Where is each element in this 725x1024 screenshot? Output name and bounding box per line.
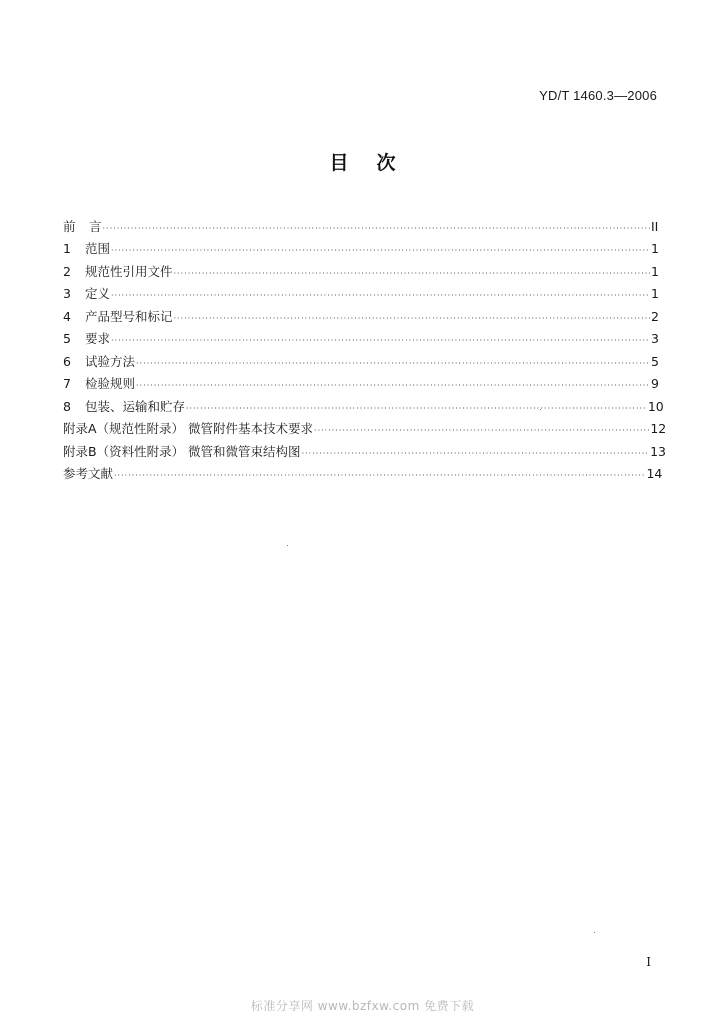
toc-entry-number: 前 (63, 218, 76, 234)
toc-dot-leader (111, 290, 650, 302)
toc-entry-title: 附录A（规范性附录） 微管附件基本技术要求 (63, 421, 314, 436)
table-of-contents (63, 212, 667, 482)
toc-entry-number: 4 (63, 308, 71, 324)
toc-entry-title: 附录B（资料性附录） 微管和微管束结构图 (63, 443, 301, 459)
toc-entry-normative-references[interactable] (63, 257, 657, 280)
toc-entry-title: 包装、运输和贮存 (85, 398, 186, 414)
toc-entry-page: 3 (651, 331, 659, 346)
scan-speck (540, 409, 541, 410)
toc-entry-title: 产品型号和标记 (85, 308, 173, 324)
toc-entry-page: 10 (647, 398, 664, 414)
toc-entry-number: 6 (63, 353, 71, 369)
toc-entry-title: 要求 (85, 331, 111, 346)
toc-entry-model-and-marking[interactable] (63, 302, 657, 325)
toc-entry-title: 规范性引用文件 (85, 263, 173, 279)
toc-entry-inspection-rules[interactable] (63, 370, 657, 393)
toc-entry-page: 1 (651, 286, 659, 301)
toc-dot-leader (103, 223, 650, 235)
toc-entry-page: 13 (650, 443, 666, 459)
toc-entry-number: 8 (63, 398, 71, 414)
page-title-char-2: 次 (376, 152, 396, 174)
toc-entry-title: 检验规则 (85, 376, 136, 391)
toc-entry-title: 范围 (85, 241, 111, 256)
toc-dot-leader (314, 425, 649, 437)
toc-dot-leader (136, 380, 650, 392)
toc-entry-number: 5 (63, 331, 71, 346)
toc-entry-page: 2 (651, 308, 659, 324)
toc-dot-leader (186, 403, 647, 415)
toc-entry-packaging-transport-storage[interactable] (63, 392, 664, 415)
toc-entry-page: 14 (646, 466, 663, 481)
toc-entry-title: 定义 (85, 286, 111, 301)
toc-entry-number: 1 (63, 241, 71, 256)
site-watermark: 标准分享网 www.bzfxw.com 免费下载 (250, 999, 475, 1013)
toc-entry-foreword[interactable] (63, 212, 657, 235)
toc-entry-title: 参考文献 (63, 466, 114, 481)
toc-entry-page: 5 (651, 353, 659, 369)
toc-entry-number: 2 (63, 263, 71, 279)
toc-dot-leader (174, 313, 650, 325)
page-title (0, 148, 725, 175)
toc-dot-leader (111, 245, 650, 257)
standard-code: YD/T 1460.3—2006 (539, 88, 657, 103)
toc-entry-page: 1 (651, 263, 659, 279)
page-number: I (646, 955, 651, 969)
toc-entry-definitions[interactable] (63, 280, 657, 303)
scan-speck (287, 545, 288, 546)
toc-entry-page: 12 (650, 421, 667, 436)
toc-entry-bibliography[interactable] (63, 460, 663, 483)
toc-entry-number: 7 (63, 376, 71, 391)
toc-entry-title: 言 (89, 218, 102, 234)
toc-dot-leader (302, 448, 650, 460)
toc-entry-page: II (651, 218, 659, 234)
toc-dot-leader (114, 470, 645, 482)
toc-dot-leader (136, 358, 650, 370)
toc-entry-page: 1 (651, 241, 659, 256)
toc-entry-scope[interactable] (63, 235, 657, 258)
toc-entry-appendix-b[interactable] (63, 437, 666, 460)
toc-dot-leader (174, 268, 650, 280)
scan-speck (594, 932, 595, 933)
toc-entry-title: 试验方法 (85, 353, 136, 369)
toc-entry-requirements[interactable] (63, 325, 657, 348)
toc-entry-test-methods[interactable] (63, 347, 657, 370)
toc-dot-leader (111, 335, 650, 347)
page-title-char-1: 目 (329, 152, 349, 174)
toc-entry-page: 9 (651, 376, 659, 391)
toc-entry-appendix-a[interactable] (63, 415, 667, 438)
toc-entry-number: 3 (63, 286, 71, 301)
